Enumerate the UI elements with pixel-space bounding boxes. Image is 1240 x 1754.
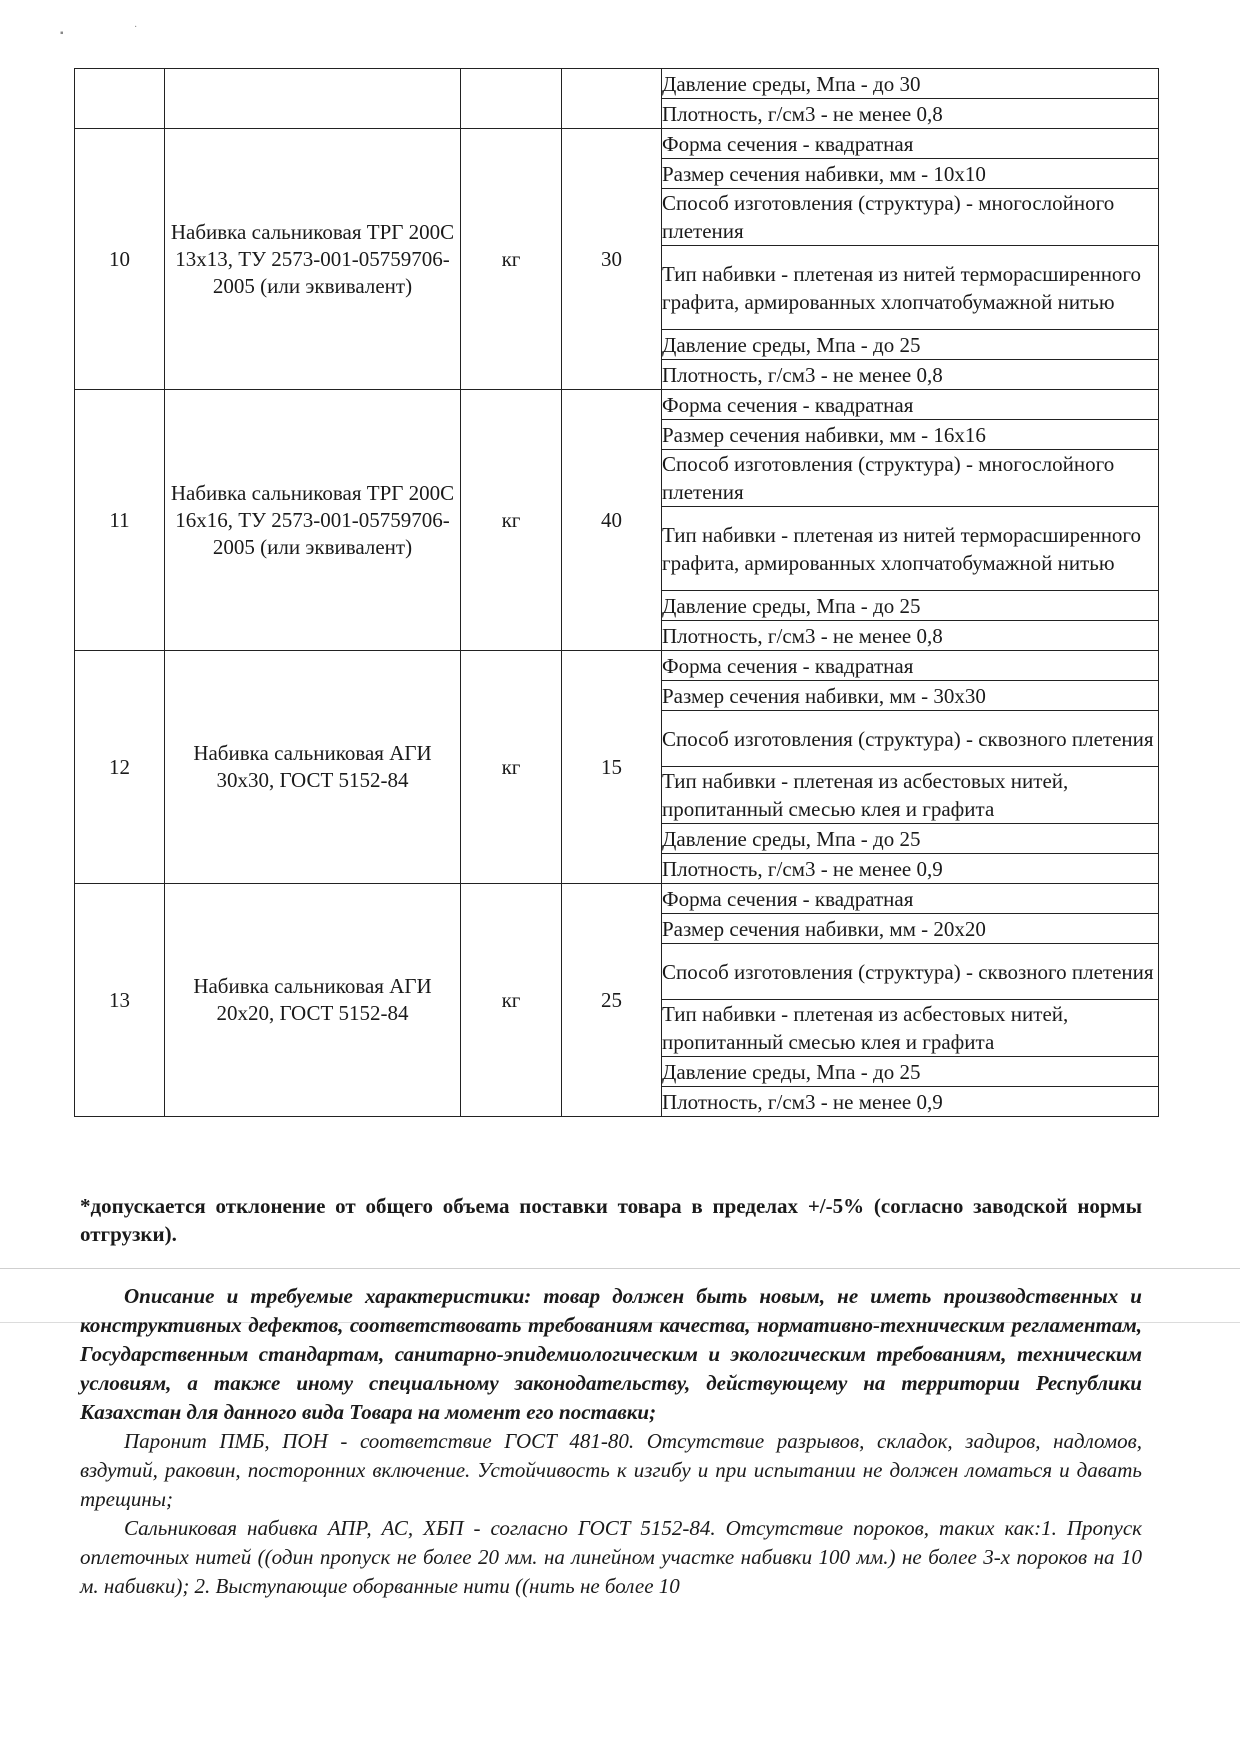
cell-num [75,69,165,129]
cell-qty: 15 [562,651,662,884]
cell-characteristic: Форма сечения - квадратная [662,390,1159,420]
cell-characteristic: Давление среды, Мпа - до 30 [662,69,1159,99]
cell-characteristic: Тип набивки - плетеная из нитей терморасширенного графита, армированных хлопчатобумажной нитью [662,246,1159,330]
cell-characteristic: Форма сечения - квадратная [662,129,1159,159]
table-row [75,390,1159,420]
cell-characteristic: Плотность, г/см3 - не менее 0,8 [662,99,1159,129]
cell-unit: кг [461,884,562,1117]
description-paronit: Паронит ПМБ, ПОН - соответствие ГОСТ 481-80. Отсутствие разрывов, складок, задиров, надломов, вздутий, раковин, посторонних включение. Устойчивость к изгибу и при испытании не должен ломаться и давать трещины; [80,1429,1142,1511]
tolerance-note: *допускается отклонение от общего объема поставки товара в пределах +/-5% (согласно заводской нормы отгрузки). [80,1194,1142,1246]
description-lead: Описание и требуемые характеристики: товар должен быть новым, не иметь производственных и конструктивных дефектов, соответствовать требованиям качества, нормативно-техническим регламентам, Государственным стандартам, санитарно-эпидемиологическим и экологическим требованиям, техническим условиям, а также иному специальному законодательству, действующему на территории Республики Казахстан для данного вида Товара на момент его поставки; [80,1284,1142,1424]
cell-characteristic: Давление среды, Мпа - до 25 [662,824,1159,854]
cell-characteristic: Форма сечения - квадратная [662,884,1159,914]
table-row [75,651,1159,681]
cell-characteristic: Способ изготовления (структура) - многослойного плетения [662,189,1159,246]
cell-qty: 25 [562,884,662,1117]
cell-qty: 30 [562,129,662,390]
cell-characteristic: Плотность, г/см3 - не менее 0,9 [662,1087,1159,1117]
cell-qty: 40 [562,390,662,651]
cell-characteristic: Тип набивки - плетеная из асбестовых нитей, пропитанный смесью клея и графита [662,1000,1159,1057]
cell-characteristic: Форма сечения - квадратная [662,651,1159,681]
spec-table [74,68,1159,1117]
cell-name: Набивка сальниковая ТРГ 200С 16х16, ТУ 2573-001-05759706-2005 (или эквивалент) [165,390,461,651]
cell-unit: кг [461,129,562,390]
cell-characteristic: Размер сечения набивки, мм - 16х16 [662,420,1159,450]
cell-unit: кг [461,651,562,884]
scan-line [0,1268,1240,1269]
cell-characteristic: Плотность, г/см3 - не менее 0,8 [662,621,1159,651]
cell-unit [461,69,562,129]
cell-name: Набивка сальниковая АГИ 30х30, ГОСТ 5152-84 [165,651,461,884]
cell-characteristic: Давление среды, Мпа - до 25 [662,1057,1159,1087]
table-row [75,69,1159,99]
cell-characteristic: Давление среды, Мпа - до 25 [662,591,1159,621]
spec-table-body [75,69,1159,1117]
cell-characteristic: Плотность, г/см3 - не менее 0,9 [662,854,1159,884]
cell-characteristic: Способ изготовления (структура) - сквозного плетения [662,944,1159,1000]
cell-characteristic: Размер сечения набивки, мм - 30х30 [662,681,1159,711]
cell-characteristic: Тип набивки - плетеная из нитей терморасширенного графита, армированных хлопчатобумажной нитью [662,507,1159,591]
table-row [75,884,1159,914]
cell-num: 13 [75,884,165,1117]
cell-characteristic: Способ изготовления (структура) - сквозного плетения [662,711,1159,767]
cell-num: 12 [75,651,165,884]
cell-characteristic: Плотность, г/см3 - не менее 0,8 [662,360,1159,390]
cell-unit: кг [461,390,562,651]
cell-characteristic: Давление среды, Мпа - до 25 [662,330,1159,360]
table-row [75,129,1159,159]
cell-qty [562,69,662,129]
cell-name: Набивка сальниковая АГИ 20х20, ГОСТ 5152-84 [165,884,461,1117]
cell-characteristic: Размер сечения набивки, мм - 20х20 [662,914,1159,944]
cell-name: Набивка сальниковая ТРГ 200С 13х13, ТУ 2573-001-05759706-2005 (или эквивалент) [165,129,461,390]
cell-num: 11 [75,390,165,651]
cell-name [165,69,461,129]
cell-characteristic: Размер сечения набивки, мм - 10х10 [662,159,1159,189]
cell-num: 10 [75,129,165,390]
description-packing: Сальниковая набивка АПР, АС, ХБП - согласно ГОСТ 5152-84. Отсутствие пороков, таких как:1. Пропуск оплеточных нитей ((один пропуск не более 20 мм. на линейном участке набивки 100 мм.) не более 3-х пороков на 10 м. набивки); 2. Выступающие оборванные нити ((нить не более 10 [80,1516,1142,1598]
cell-characteristic: Тип набивки - плетеная из асбестовых нитей, пропитанный смесью клея и графита [662,767,1159,824]
description-block [80,1282,1142,1601]
cell-characteristic: Способ изготовления (структура) - многослойного плетения [662,450,1159,507]
